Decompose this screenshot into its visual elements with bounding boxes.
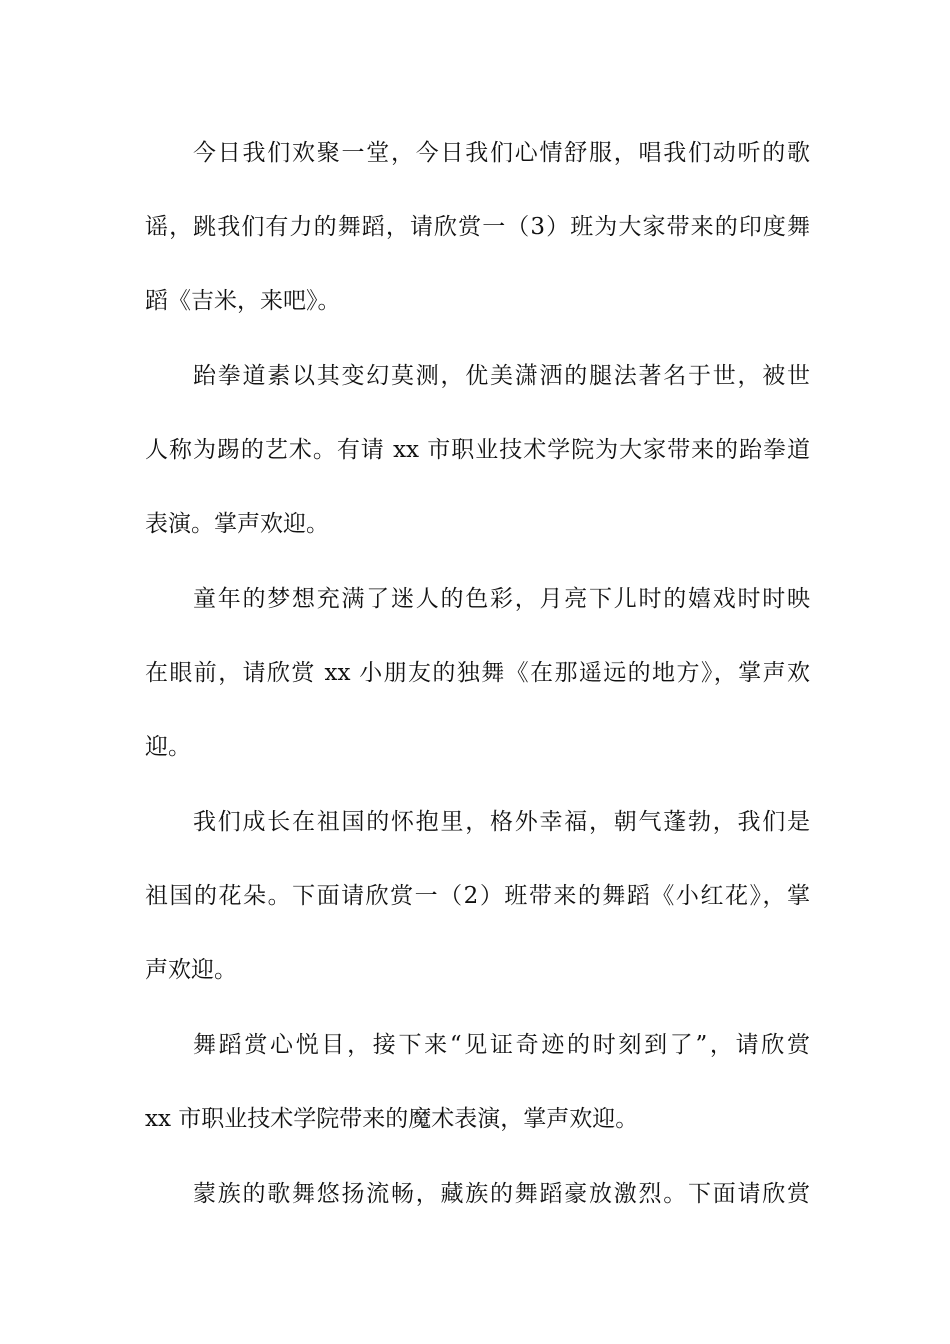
paragraph-4-line-3: 声欢迎。 bbox=[145, 957, 237, 983]
paragraph-3-line-1: 童年的梦想充满了迷人的色彩，月亮下儿时的嬉戏时时映 bbox=[193, 586, 810, 612]
paragraph-2-line-1: 跆拳道素以其变幻莫测，优美潇洒的腿法著名于世，被世 bbox=[193, 363, 810, 389]
paragraph-3-line-2: 在眼前，请欣赏 xx 小朋友的独舞《在那遥远的地方》，掌声欢 bbox=[145, 660, 810, 686]
paragraph-2-line-3: 表演。掌声欢迎。 bbox=[145, 511, 329, 537]
paragraph-6-line-1: 蒙族的歌舞悠扬流畅，藏族的舞蹈豪放激烈。下面请欣赏 bbox=[193, 1181, 810, 1207]
paragraph-4-line-1: 我们成长在祖国的怀抱里，格外幸福，朝气蓬勃，我们是 bbox=[193, 809, 810, 835]
paragraph-5-line-1: 舞蹈赏心悦目，接下来“见证奇迹的时刻到了”，请欣赏 bbox=[193, 1032, 810, 1058]
paragraph-1-line-2: 谣，跳我们有力的舞蹈，请欣赏一（3）班为大家带来的印度舞 bbox=[145, 214, 810, 240]
paragraph-4-line-2: 祖国的花朵。下面请欣赏一（2）班带来的舞蹈《小红花》，掌 bbox=[145, 883, 810, 909]
paragraph-3-line-3: 迎。 bbox=[145, 734, 191, 760]
paragraph-1-line-1: 今日我们欢聚一堂，今日我们心情舒服，唱我们动听的歌 bbox=[193, 140, 810, 166]
paragraph-5-line-2: xx 市职业技术学院带来的魔术表演，掌声欢迎。 bbox=[145, 1106, 639, 1132]
paragraph-1-line-3: 蹈《吉米，来吧》。 bbox=[145, 288, 341, 314]
paragraph-2-line-2: 人称为踢的艺术。有请 xx 市职业技术学院为大家带来的跆拳道 bbox=[145, 437, 810, 463]
